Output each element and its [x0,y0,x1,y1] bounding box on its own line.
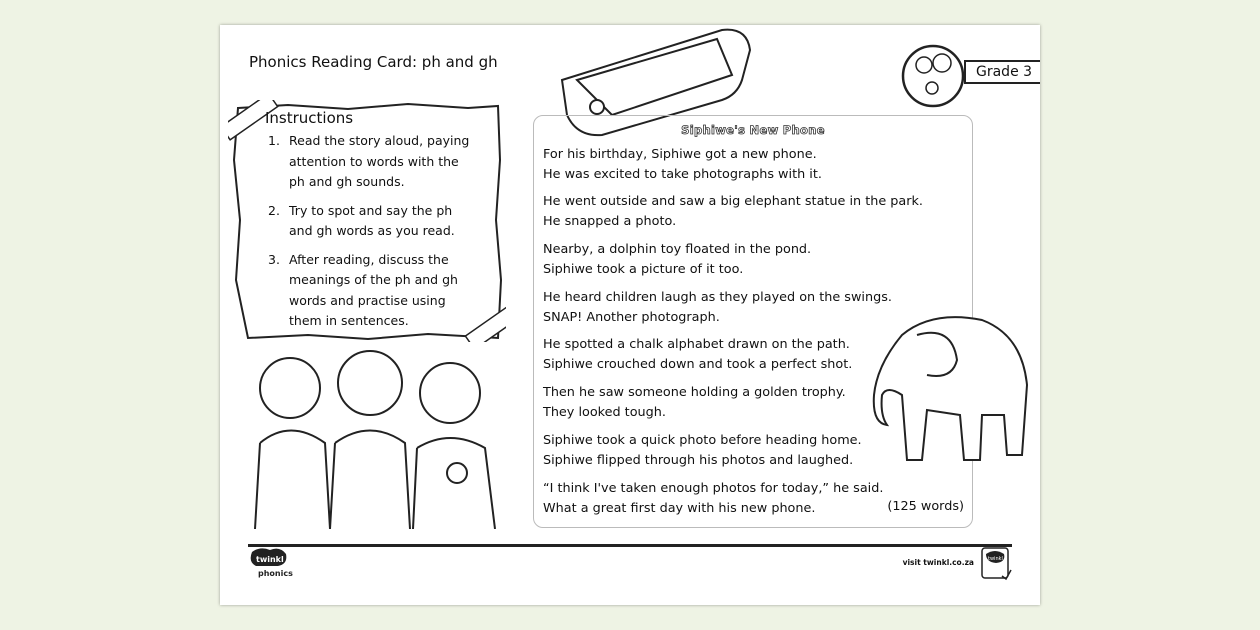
story-paragraph: He went outside and saw a big elephant statue in the park. He snapped a photo. [543,194,923,229]
instructions-heading: Instructions [265,109,354,127]
grade-label: Grade 3 [964,60,1040,84]
page-title: Phonics Reading Card: ph and gh [249,53,498,71]
footer-divider [248,544,1012,547]
story-paragraph: He spotted a chalk alphabet drawn on the path. Siphiwe crouched down and took a perfect shot. [543,337,853,372]
instructions-list [268,131,478,340]
story-title: Siphiwe's New Phone [681,123,825,137]
instruction-item: 1. Read the story aloud, paying attention to words with the ph and gh sounds. [268,133,470,189]
reading-card [220,25,1040,605]
elephant-illustration [842,305,1032,465]
grade-emblem-icon [900,43,966,109]
story-paragraph: Siphiwe took a quick photo before heading home. Siphiwe flipped through his photos and laughed. [543,433,862,468]
visit-link[interactable]: visit twinkl.co.za [902,558,974,567]
twinkl-phonics-logo [248,546,298,582]
story-paragraph: For his birthday, Siphiwe got a new phone. He was excited to take photographs with it. [543,147,822,182]
children-illustration [245,343,515,529]
svg-text:phonics: phonics [258,569,293,578]
svg-text:twinkl: twinkl [256,555,284,564]
svg-text:twinkl: twinkl [988,556,1003,562]
instruction-item: 2. Try to spot and say the ph and gh words as you read. [268,202,455,238]
story-paragraph: Then he saw someone holding a golden trophy. They looked tough. [543,385,846,420]
story-paragraph: “I think I've taken enough photos for today,” he said. What a great first day with his new phone. [543,481,884,516]
quality-badge-icon [980,546,1012,582]
word-count: (125 words) [887,499,964,514]
story-paragraph: Nearby, a dolphin toy floated in the pond. Siphiwe took a picture of it too. [543,242,812,277]
story-paragraph: He heard children laugh as they played on the swings. SNAP! Another photograph. [543,290,892,325]
instruction-item: 3. After reading, discuss the meanings of the ph and gh words and practise using them in sentences. [268,251,458,328]
